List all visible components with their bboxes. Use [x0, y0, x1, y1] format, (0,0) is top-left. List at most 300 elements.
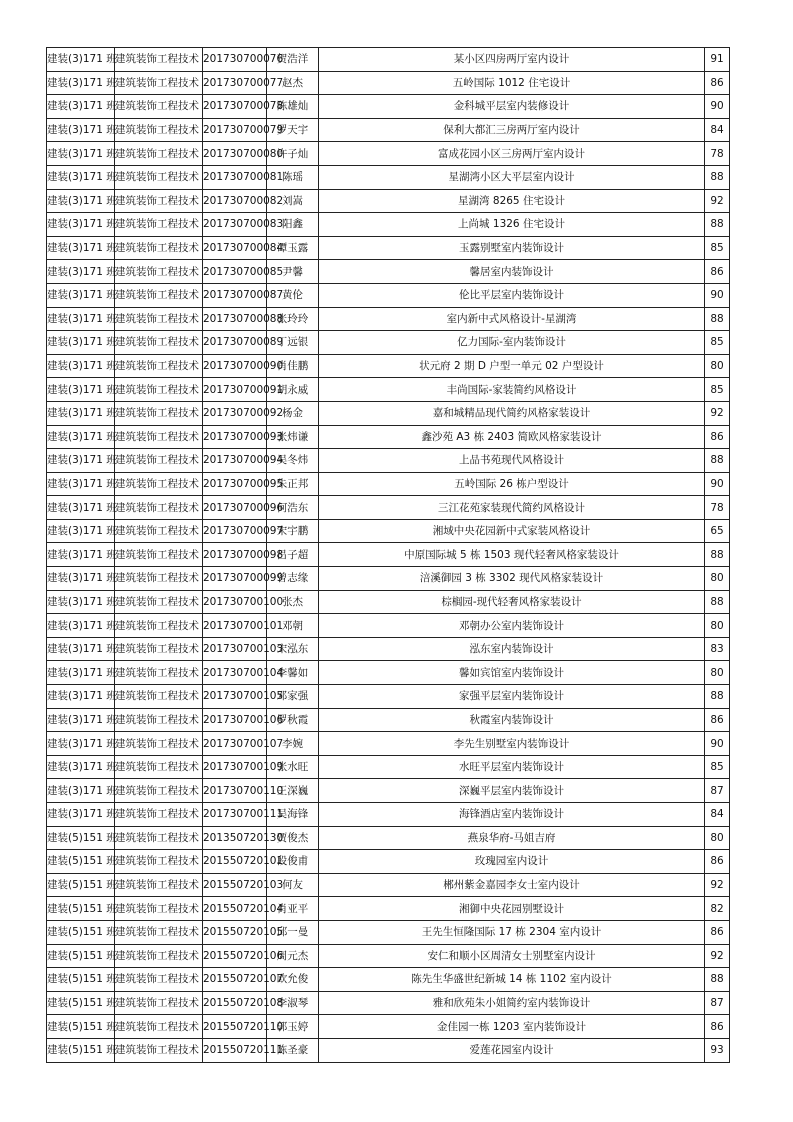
table-row — [47, 755, 730, 779]
student-id-cell: 201550720111 — [203, 1038, 267, 1062]
design-title-cell: 丰尚国际-家装简约风格设计 — [319, 378, 705, 402]
student-name-cell: 宋宇鹏 — [267, 519, 319, 543]
student-name-cell: 朱正邦 — [267, 472, 319, 496]
class-cell: 建装(3)171 班 — [47, 732, 115, 756]
major-cell: 建筑装饰工程技术 — [115, 1015, 203, 1039]
class-cell: 建装(3)171 班 — [47, 637, 115, 661]
major-cell: 建筑装饰工程技术 — [115, 213, 203, 237]
score-cell: 86 — [705, 1015, 730, 1039]
design-title-cell: 安仁和顺小区周清女士别墅室内设计 — [319, 944, 705, 968]
student-name-cell: 陈瑶 — [267, 165, 319, 189]
score-cell: 86 — [705, 71, 730, 95]
student-name-cell: 赵杰 — [267, 71, 319, 95]
student-id-cell: 201730700077 — [203, 71, 267, 95]
student-id-cell: 201730700084 — [203, 236, 267, 260]
score-cell: 88 — [705, 213, 730, 237]
student-name-cell: 何友 — [267, 873, 319, 897]
score-cell: 78 — [705, 142, 730, 166]
design-title-cell: 星湖湾 8265 住宅设计 — [319, 189, 705, 213]
student-id-cell: 201730700096 — [203, 496, 267, 520]
student-name-cell: 段俊甫 — [267, 850, 319, 874]
table-row — [47, 472, 730, 496]
table-row — [47, 449, 730, 473]
student-name-cell: 邓朝 — [267, 614, 319, 638]
design-title-cell: 金科城平层室内装修设计 — [319, 95, 705, 119]
student-id-cell: 201550720108 — [203, 991, 267, 1015]
score-cell: 80 — [705, 354, 730, 378]
student-id-cell: 201350720130 — [203, 826, 267, 850]
major-cell: 建筑装饰工程技术 — [115, 897, 203, 921]
major-cell: 建筑装饰工程技术 — [115, 850, 203, 874]
class-cell: 建装(3)171 班 — [47, 354, 115, 378]
major-cell: 建筑装饰工程技术 — [115, 260, 203, 284]
class-cell: 建装(3)171 班 — [47, 236, 115, 260]
major-cell: 建筑装饰工程技术 — [115, 944, 203, 968]
class-cell: 建装(3)171 班 — [47, 708, 115, 732]
design-title-cell: 秋霞室内装饰设计 — [319, 708, 705, 732]
table-row — [47, 991, 730, 1015]
table-row — [47, 118, 730, 142]
student-id-cell: 201730700081 — [203, 165, 267, 189]
design-title-cell: 某小区四房两厅室内设计 — [319, 48, 705, 72]
score-cell: 90 — [705, 95, 730, 119]
class-cell: 建装(5)151 班 — [47, 897, 115, 921]
major-cell: 建筑装饰工程技术 — [115, 685, 203, 709]
major-cell: 建筑装饰工程技术 — [115, 307, 203, 331]
table-row — [47, 637, 730, 661]
score-cell: 88 — [705, 165, 730, 189]
score-cell: 82 — [705, 897, 730, 921]
major-cell: 建筑装饰工程技术 — [115, 755, 203, 779]
score-cell: 83 — [705, 637, 730, 661]
score-cell: 90 — [705, 283, 730, 307]
student-id-cell: 201730700091 — [203, 378, 267, 402]
class-cell: 建装(3)171 班 — [47, 425, 115, 449]
class-cell: 建装(3)171 班 — [47, 307, 115, 331]
design-title-cell: 陈先生华盛世纪新城 14 栋 1102 室内设计 — [319, 968, 705, 992]
design-title-cell: 水旺平层室内装饰设计 — [319, 755, 705, 779]
major-cell: 建筑装饰工程技术 — [115, 354, 203, 378]
table-row — [47, 920, 730, 944]
major-cell: 建筑装饰工程技术 — [115, 567, 203, 591]
student-name-cell: 张炜谦 — [267, 425, 319, 449]
class-cell: 建装(3)171 班 — [47, 48, 115, 72]
class-cell: 建装(5)151 班 — [47, 920, 115, 944]
design-title-cell: 保利大都汇三房两厅室内设计 — [319, 118, 705, 142]
student-name-cell: 宋泓东 — [267, 637, 319, 661]
student-id-cell: 201730700090 — [203, 354, 267, 378]
student-id-cell: 201730700080 — [203, 142, 267, 166]
design-title-cell: 玉露别墅室内装饰设计 — [319, 236, 705, 260]
design-title-cell: 中原国际城 5 栋 1503 现代轻奢风格家装设计 — [319, 543, 705, 567]
table-row — [47, 897, 730, 921]
major-cell: 建筑装饰工程技术 — [115, 873, 203, 897]
table-row — [47, 165, 730, 189]
design-title-cell: 深巍平层室内装饰设计 — [319, 779, 705, 803]
class-cell: 建装(5)151 班 — [47, 1038, 115, 1062]
design-title-cell: 雅和欣苑朱小姐简约室内装饰设计 — [319, 991, 705, 1015]
major-cell: 建筑装饰工程技术 — [115, 519, 203, 543]
table-row — [47, 826, 730, 850]
class-cell: 建装(3)171 班 — [47, 283, 115, 307]
student-id-cell: 201730700099 — [203, 567, 267, 591]
student-id-cell: 201730700079 — [203, 118, 267, 142]
grades-table — [46, 47, 730, 1063]
table-row — [47, 732, 730, 756]
class-cell: 建装(3)171 班 — [47, 661, 115, 685]
major-cell: 建筑装饰工程技术 — [115, 118, 203, 142]
major-cell: 建筑装饰工程技术 — [115, 142, 203, 166]
class-cell: 建装(3)171 班 — [47, 543, 115, 567]
score-cell: 80 — [705, 614, 730, 638]
major-cell: 建筑装饰工程技术 — [115, 71, 203, 95]
table-row — [47, 944, 730, 968]
student-id-cell: 201730700097 — [203, 519, 267, 543]
major-cell: 建筑装饰工程技术 — [115, 425, 203, 449]
table-row — [47, 48, 730, 72]
table-row — [47, 803, 730, 827]
design-title-cell: 郴州紫金嘉园李女士室内设计 — [319, 873, 705, 897]
table-row — [47, 850, 730, 874]
score-cell: 88 — [705, 968, 730, 992]
student-id-cell: 201730700107 — [203, 732, 267, 756]
class-cell: 建装(3)171 班 — [47, 401, 115, 425]
class-cell: 建装(5)151 班 — [47, 850, 115, 874]
major-cell: 建筑装饰工程技术 — [115, 732, 203, 756]
table-row — [47, 283, 730, 307]
student-name-cell: 李淑琴 — [267, 991, 319, 1015]
major-cell: 建筑装饰工程技术 — [115, 779, 203, 803]
student-name-cell: 李馨如 — [267, 661, 319, 685]
student-id-cell: 201730700092 — [203, 401, 267, 425]
class-cell: 建装(5)151 班 — [47, 991, 115, 1015]
student-id-cell: 201550720104 — [203, 897, 267, 921]
student-name-cell: 郭玉婷 — [267, 1015, 319, 1039]
student-id-cell: 201730700101 — [203, 614, 267, 638]
student-id-cell: 201730700100 — [203, 590, 267, 614]
student-id-cell: 201730700104 — [203, 661, 267, 685]
score-cell: 88 — [705, 685, 730, 709]
design-title-cell: 亿力国际-室内装饰设计 — [319, 331, 705, 355]
score-cell: 80 — [705, 567, 730, 591]
table-row — [47, 661, 730, 685]
table-row — [47, 307, 730, 331]
student-name-cell: 何浩东 — [267, 496, 319, 520]
score-cell: 80 — [705, 661, 730, 685]
student-id-cell: 201730700095 — [203, 472, 267, 496]
major-cell: 建筑装饰工程技术 — [115, 661, 203, 685]
major-cell: 建筑装饰工程技术 — [115, 472, 203, 496]
student-name-cell: 周元杰 — [267, 944, 319, 968]
major-cell: 建筑装饰工程技术 — [115, 165, 203, 189]
class-cell: 建装(5)151 班 — [47, 826, 115, 850]
score-cell: 90 — [705, 732, 730, 756]
student-name-cell: 许子灿 — [267, 142, 319, 166]
table-row — [47, 614, 730, 638]
class-cell: 建装(3)171 班 — [47, 567, 115, 591]
table-row — [47, 519, 730, 543]
design-title-cell: 涪溪御园 3 栋 3302 现代风格家装设计 — [319, 567, 705, 591]
student-id-cell: 201730700089 — [203, 331, 267, 355]
major-cell: 建筑装饰工程技术 — [115, 48, 203, 72]
major-cell: 建筑装饰工程技术 — [115, 803, 203, 827]
class-cell: 建装(3)171 班 — [47, 213, 115, 237]
major-cell: 建筑装饰工程技术 — [115, 614, 203, 638]
design-title-cell: 金佳园一栋 1203 室内装饰设计 — [319, 1015, 705, 1039]
class-cell: 建装(3)171 班 — [47, 331, 115, 355]
score-cell: 91 — [705, 48, 730, 72]
class-cell: 建装(3)171 班 — [47, 142, 115, 166]
student-id-cell: 201730700093 — [203, 425, 267, 449]
student-name-cell: 张杰 — [267, 590, 319, 614]
student-id-cell: 201730700094 — [203, 449, 267, 473]
design-title-cell: 湘域中央花园新中式家装风格设计 — [319, 519, 705, 543]
score-cell: 78 — [705, 496, 730, 520]
design-title-cell: 棕榈园-现代轻奢风格家装设计 — [319, 590, 705, 614]
table-row — [47, 1015, 730, 1039]
student-id-cell: 201730700076 — [203, 48, 267, 72]
major-cell: 建筑装饰工程技术 — [115, 401, 203, 425]
student-id-cell: 201730700109 — [203, 755, 267, 779]
class-cell: 建装(3)171 班 — [47, 95, 115, 119]
design-title-cell: 海锋酒店室内装饰设计 — [319, 803, 705, 827]
score-cell: 92 — [705, 189, 730, 213]
score-cell: 86 — [705, 920, 730, 944]
design-title-cell: 上尚城 1326 住宅设计 — [319, 213, 705, 237]
student-id-cell: 201730700106 — [203, 708, 267, 732]
score-cell: 90 — [705, 472, 730, 496]
design-title-cell: 状元府 2 期 D 户型一单元 02 户型设计 — [319, 354, 705, 378]
student-name-cell: 张水旺 — [267, 755, 319, 779]
class-cell: 建装(3)171 班 — [47, 165, 115, 189]
student-id-cell: 201730700110 — [203, 779, 267, 803]
student-id-cell: 201730700088 — [203, 307, 267, 331]
student-id-cell: 201550720107 — [203, 968, 267, 992]
student-id-cell: 201550720101 — [203, 850, 267, 874]
design-title-cell: 上品书苑现代风格设计 — [319, 449, 705, 473]
score-cell: 93 — [705, 1038, 730, 1062]
design-title-cell: 伦比平层室内装饰设计 — [319, 283, 705, 307]
student-name-cell: 曾志缘 — [267, 567, 319, 591]
score-cell: 84 — [705, 803, 730, 827]
major-cell: 建筑装饰工程技术 — [115, 826, 203, 850]
class-cell: 建装(5)151 班 — [47, 944, 115, 968]
design-title-cell: 湘御中央花园别墅设计 — [319, 897, 705, 921]
major-cell: 建筑装饰工程技术 — [115, 637, 203, 661]
student-name-cell: 罗天宇 — [267, 118, 319, 142]
student-name-cell: 吴冬炜 — [267, 449, 319, 473]
student-name-cell: 尹馨 — [267, 260, 319, 284]
table-row — [47, 142, 730, 166]
student-name-cell: 欧允俊 — [267, 968, 319, 992]
design-title-cell: 嘉和城精品现代简约风格家装设计 — [319, 401, 705, 425]
table-row — [47, 95, 730, 119]
table-row — [47, 213, 730, 237]
score-cell: 85 — [705, 236, 730, 260]
score-cell: 92 — [705, 401, 730, 425]
student-id-cell: 201730700078 — [203, 95, 267, 119]
class-cell: 建装(3)171 班 — [47, 378, 115, 402]
design-title-cell: 李先生别墅室内装饰设计 — [319, 732, 705, 756]
score-cell: 88 — [705, 590, 730, 614]
class-cell: 建装(3)171 班 — [47, 519, 115, 543]
design-title-cell: 爱莲花园室内设计 — [319, 1038, 705, 1062]
table-row — [47, 567, 730, 591]
major-cell: 建筑装饰工程技术 — [115, 496, 203, 520]
score-cell: 85 — [705, 331, 730, 355]
score-cell: 88 — [705, 543, 730, 567]
student-id-cell: 201550720110 — [203, 1015, 267, 1039]
student-id-cell: 201550720105 — [203, 920, 267, 944]
student-id-cell: 201730700111 — [203, 803, 267, 827]
major-cell: 建筑装饰工程技术 — [115, 543, 203, 567]
class-cell: 建装(3)171 班 — [47, 779, 115, 803]
student-name-cell: 丁远银 — [267, 331, 319, 355]
major-cell: 建筑装饰工程技术 — [115, 991, 203, 1015]
table-row — [47, 873, 730, 897]
major-cell: 建筑装饰工程技术 — [115, 590, 203, 614]
score-cell: 84 — [705, 118, 730, 142]
class-cell: 建装(3)171 班 — [47, 614, 115, 638]
student-name-cell: 胡永威 — [267, 378, 319, 402]
student-name-cell: 贾俊杰 — [267, 826, 319, 850]
student-id-cell: 201730700098 — [203, 543, 267, 567]
student-id-cell: 201550720103 — [203, 873, 267, 897]
score-cell: 85 — [705, 755, 730, 779]
design-title-cell: 室内新中式风格设计-星湖湾 — [319, 307, 705, 331]
design-title-cell: 玫瑰园室内设计 — [319, 850, 705, 874]
major-cell: 建筑装饰工程技术 — [115, 1038, 203, 1062]
student-name-cell: 陈雄灿 — [267, 95, 319, 119]
table-row — [47, 590, 730, 614]
score-cell: 85 — [705, 378, 730, 402]
class-cell: 建装(3)171 班 — [47, 71, 115, 95]
design-title-cell: 泓东室内装饰设计 — [319, 637, 705, 661]
table-row — [47, 378, 730, 402]
student-name-cell: 李婉 — [267, 732, 319, 756]
class-cell: 建装(3)171 班 — [47, 755, 115, 779]
student-id-cell: 201730700085 — [203, 260, 267, 284]
major-cell: 建筑装饰工程技术 — [115, 331, 203, 355]
student-name-cell: 阳鑫 — [267, 213, 319, 237]
design-title-cell: 五岭国际 1012 住宅设计 — [319, 71, 705, 95]
class-cell: 建装(3)171 班 — [47, 685, 115, 709]
design-title-cell: 鑫沙苑 A3 栋 2403 简欧风格家装设计 — [319, 425, 705, 449]
student-name-cell: 谭玉露 — [267, 236, 319, 260]
table-row — [47, 260, 730, 284]
table-row — [47, 425, 730, 449]
table-row — [47, 401, 730, 425]
design-title-cell: 王先生恒隆国际 17 栋 2304 室内设计 — [319, 920, 705, 944]
score-cell: 87 — [705, 779, 730, 803]
student-id-cell: 201730700083 — [203, 213, 267, 237]
student-name-cell: 邱一曼 — [267, 920, 319, 944]
table-row — [47, 496, 730, 520]
score-cell: 86 — [705, 850, 730, 874]
score-cell: 87 — [705, 991, 730, 1015]
class-cell: 建装(3)171 班 — [47, 118, 115, 142]
student-name-cell: 肖亚平 — [267, 897, 319, 921]
table-row — [47, 354, 730, 378]
table-row — [47, 1038, 730, 1062]
student-name-cell: 陈圣豪 — [267, 1038, 319, 1062]
student-id-cell: 201730700105 — [203, 685, 267, 709]
table-body — [47, 48, 730, 1063]
class-cell: 建装(3)171 班 — [47, 472, 115, 496]
student-name-cell: 罗秋霞 — [267, 708, 319, 732]
class-cell: 建装(3)171 班 — [47, 260, 115, 284]
table-row — [47, 189, 730, 213]
student-name-cell: 王深巍 — [267, 779, 319, 803]
class-cell: 建装(5)151 班 — [47, 968, 115, 992]
score-cell: 92 — [705, 873, 730, 897]
table-row — [47, 71, 730, 95]
design-title-cell: 星湖湾小区大平层室内设计 — [319, 165, 705, 189]
class-cell: 建装(5)151 班 — [47, 1015, 115, 1039]
major-cell: 建筑装饰工程技术 — [115, 708, 203, 732]
student-name-cell: 张玲玲 — [267, 307, 319, 331]
class-cell: 建装(3)171 班 — [47, 449, 115, 473]
table-row — [47, 708, 730, 732]
design-title-cell: 馨如宾馆室内装饰设计 — [319, 661, 705, 685]
student-id-cell: 201550720106 — [203, 944, 267, 968]
student-name-cell: 邓家强 — [267, 685, 319, 709]
score-cell: 86 — [705, 425, 730, 449]
score-cell: 88 — [705, 307, 730, 331]
design-title-cell: 富成花园小区三房两厅室内设计 — [319, 142, 705, 166]
design-title-cell: 五岭国际 26 栋户型设计 — [319, 472, 705, 496]
score-cell: 92 — [705, 944, 730, 968]
class-cell: 建装(3)171 班 — [47, 590, 115, 614]
score-cell: 86 — [705, 708, 730, 732]
design-title-cell: 邓朝办公室内装饰设计 — [319, 614, 705, 638]
score-cell: 80 — [705, 826, 730, 850]
table-row — [47, 779, 730, 803]
major-cell: 建筑装饰工程技术 — [115, 236, 203, 260]
student-name-cell: 贺浩洋 — [267, 48, 319, 72]
table-row — [47, 543, 730, 567]
table-row — [47, 331, 730, 355]
major-cell: 建筑装饰工程技术 — [115, 95, 203, 119]
student-name-cell: 杨金 — [267, 401, 319, 425]
score-cell: 65 — [705, 519, 730, 543]
student-id-cell: 201730700087 — [203, 283, 267, 307]
table-row — [47, 968, 730, 992]
student-name-cell: 吴海锋 — [267, 803, 319, 827]
class-cell: 建装(5)151 班 — [47, 873, 115, 897]
major-cell: 建筑装饰工程技术 — [115, 378, 203, 402]
design-title-cell: 燕泉华府-马姐吉府 — [319, 826, 705, 850]
class-cell: 建装(3)171 班 — [47, 803, 115, 827]
table-row — [47, 685, 730, 709]
major-cell: 建筑装饰工程技术 — [115, 920, 203, 944]
table-row — [47, 236, 730, 260]
student-name-cell: 黄伦 — [267, 283, 319, 307]
class-cell: 建装(3)171 班 — [47, 496, 115, 520]
design-title-cell: 家强平层室内装饰设计 — [319, 685, 705, 709]
major-cell: 建筑装饰工程技术 — [115, 968, 203, 992]
student-name-cell: 刘嵩 — [267, 189, 319, 213]
student-id-cell: 201730700082 — [203, 189, 267, 213]
score-cell: 86 — [705, 260, 730, 284]
student-id-cell: 201730700103 — [203, 637, 267, 661]
class-cell: 建装(3)171 班 — [47, 189, 115, 213]
design-title-cell: 三江花苑家装现代简约风格设计 — [319, 496, 705, 520]
major-cell: 建筑装饰工程技术 — [115, 189, 203, 213]
student-name-cell: 吕子超 — [267, 543, 319, 567]
major-cell: 建筑装饰工程技术 — [115, 449, 203, 473]
major-cell: 建筑装饰工程技术 — [115, 283, 203, 307]
